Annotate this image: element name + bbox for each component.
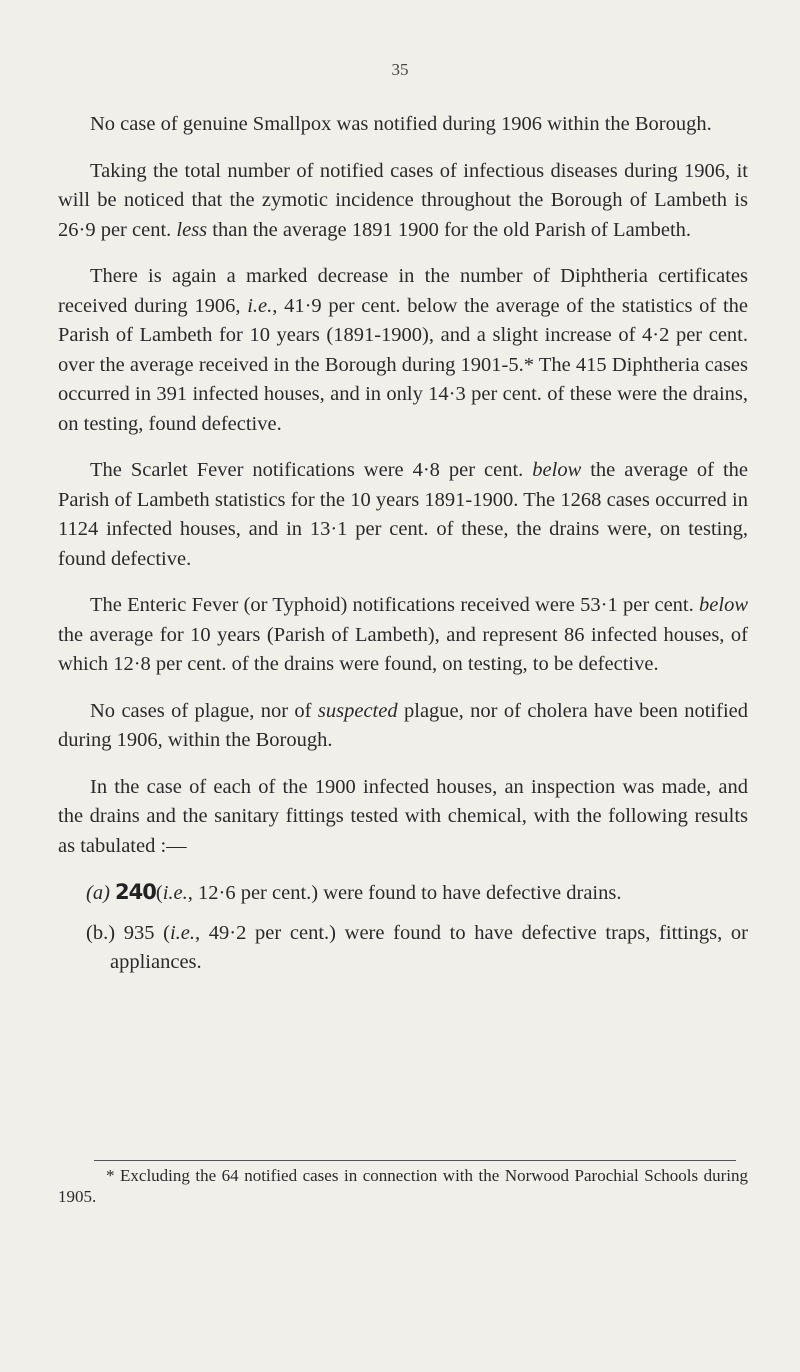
paragraph-text: No case of genuine Smallpox was notified during 1906 within the Borough. <box>90 113 712 135</box>
paragraph-text: There is again a marked decrease in the number of Diphtheria certificates received during 1906, <box>58 265 748 317</box>
paragraph-inspection <box>58 773 748 862</box>
paragraph-plague-cholera <box>58 697 748 756</box>
paragraph-diphtheria <box>58 262 748 439</box>
paragraph-text: , 41·9 per cent. below the average of the statistics of the Parish of Lambeth for 10 years (1891-1900), and a slight increase of 4·2 per cent. over the average received in the Borough during 1901-5.* The 415 Diphtheria cases occurred in 391 infected houses, and in only 14·3 per cent. of these were the drains, on testing, found defective. <box>58 294 748 435</box>
paragraph-text: No cases of plague, nor of <box>90 699 318 722</box>
result-item-b <box>58 919 748 978</box>
handwritten-number: 240 <box>115 880 156 904</box>
emphasis: below <box>699 594 748 616</box>
item-label: (a) <box>86 882 110 904</box>
paragraph-enteric-fever <box>58 591 748 680</box>
paragraph-text: In the case of each of the 1900 infected houses, an inspection was made, and the drains and the sanitary fittings tested with chemical, with the following results as tabulated :— <box>58 775 748 857</box>
emphasis: i.e. <box>162 882 188 904</box>
emphasis: i.e. <box>169 921 195 944</box>
paragraph-text: plague, nor of cholera have been notified during 1906, within the Borough. <box>58 699 748 751</box>
footnote-divider <box>94 1160 736 1161</box>
emphasis: below <box>532 459 582 481</box>
open-paren: ( <box>155 882 163 904</box>
item-label: (b.) <box>86 921 116 944</box>
paragraph-text: the average of the Parish of Lambeth statistics for the 10 years 1891-1900. The 1268 cases occurred in 1124 infected houses, and in 13·1 per cent. of these, the drains were, on testing, found defective. <box>58 459 749 570</box>
paragraph-text: The Scarlet Fever notifications were 4·8 per cent. <box>90 459 533 481</box>
page-number: 35 <box>391 60 409 79</box>
emphasis: i.e. <box>247 294 273 317</box>
paragraph-smallpox <box>58 110 748 140</box>
paragraph-scarlet-fever <box>58 456 748 574</box>
document-body <box>58 110 748 988</box>
item-text: 935 ( <box>115 921 170 944</box>
paragraph-zymotic-incidence <box>58 157 748 246</box>
emphasis: less <box>176 218 208 241</box>
paragraph-text: the average for 10 years (Parish of Lambeth), and represent 86 infected houses, of which 12·8 per cent. of the drains were found, on testing, to be defective. <box>58 623 748 675</box>
emphasis: suspected <box>317 699 398 722</box>
footnote: * Excluding the 64 notified cases in connection with the Norwood Parochial Schools during 1905. <box>58 1166 748 1206</box>
paragraph-text: than the average 1891 1900 for the old Parish of Lambeth. <box>207 218 692 241</box>
item-text: , 49·2 per cent.) were found to have defective traps, fittings, or appliances. <box>110 921 748 973</box>
item-text: , 12·6 per cent.) were found to have defective drains. <box>187 882 622 904</box>
paragraph-text: The Enteric Fever (or Typhoid) notifications received were 53·1 per cent. <box>90 594 700 616</box>
paragraph-text: Taking the total number of notified cases of infectious diseases during 1906, it will be noticed that the zymotic incidence throughout the Borough of Lambeth is 26·9 per cent. <box>58 159 748 241</box>
result-item-a <box>58 878 748 909</box>
